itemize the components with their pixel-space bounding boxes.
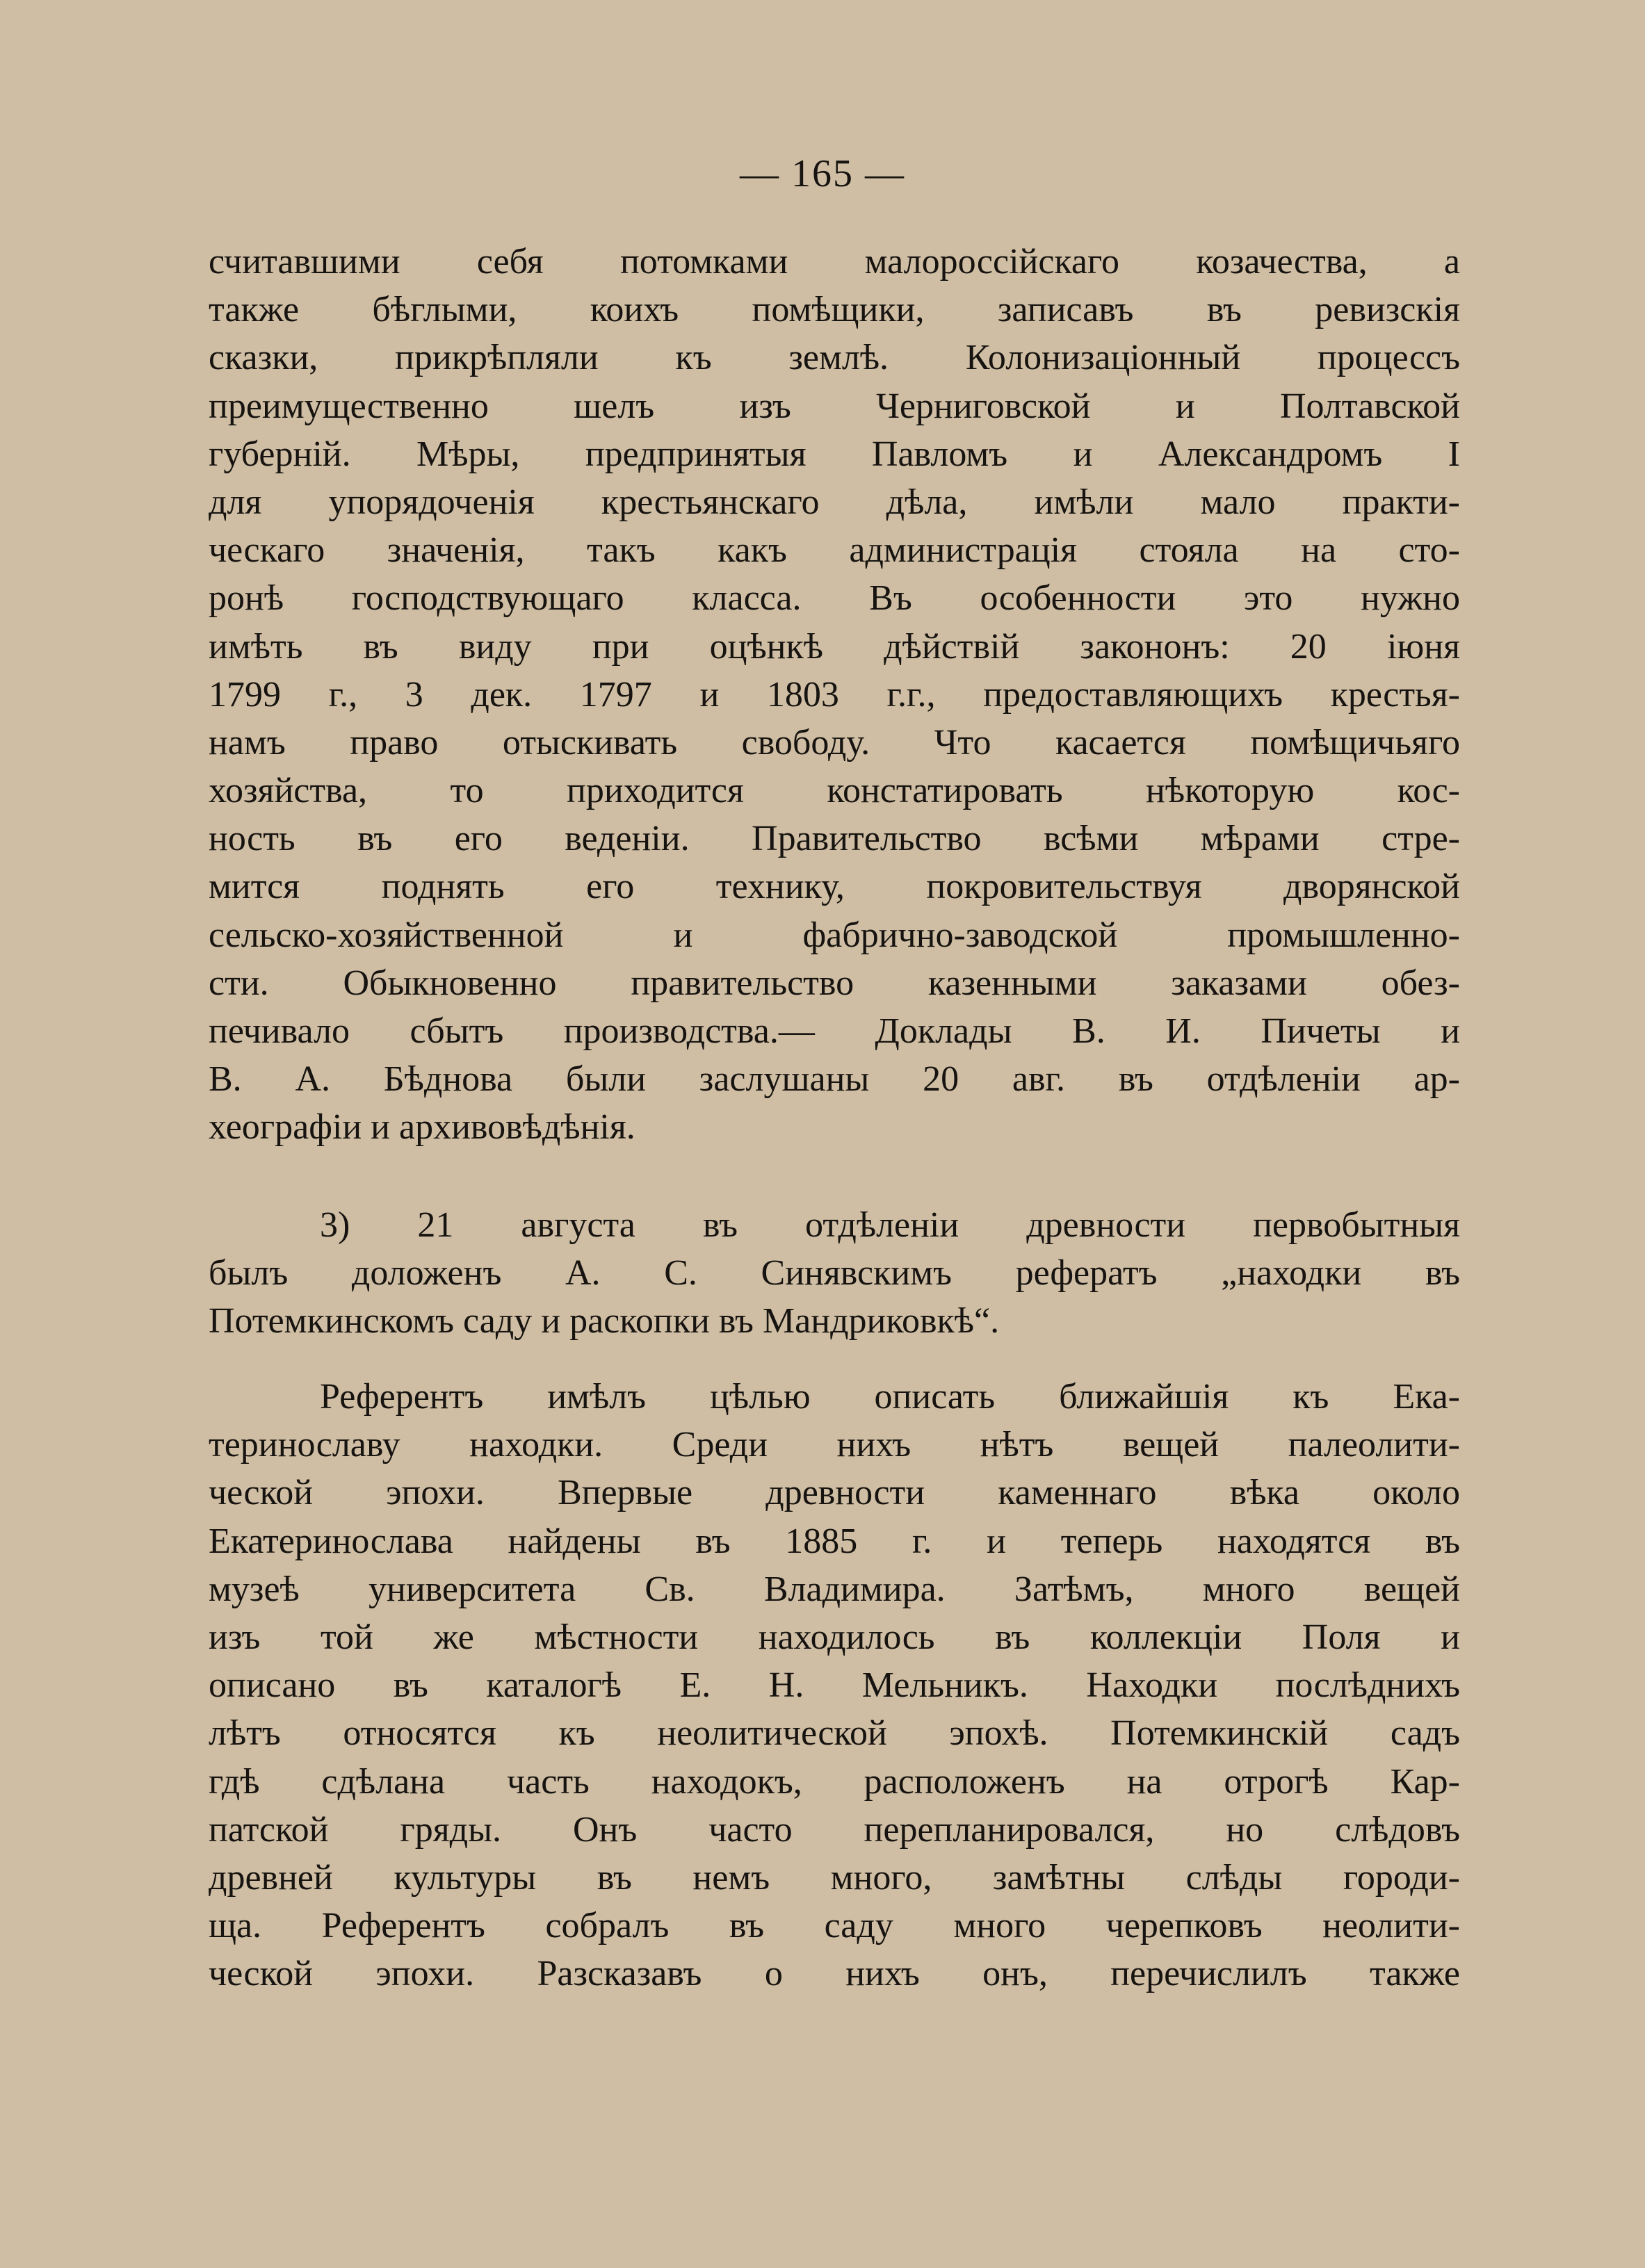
- page-number: — 165 —: [740, 152, 905, 195]
- text-line: сти. Обыкновенно правительство казенными заказами обез-: [209, 963, 1460, 1003]
- text-line: для упорядоченія крестьянскаго дѣла, имѣли мало практи-: [209, 482, 1460, 522]
- text-line: 3) 21 августа въ отдѣленіи древности первобытныя: [320, 1205, 1460, 1245]
- text-line: имѣть въ виду при оцѣнкѣ дѣйствій закононъ: 20 іюня: [209, 626, 1460, 667]
- text-line: описано въ каталогѣ Е. Н. Мельникъ. Находки послѣднихъ: [209, 1665, 1460, 1706]
- text-line: ность въ его веденіи. Правительство всѣми мѣрами стре-: [209, 819, 1460, 859]
- text-line: преимущественно шелъ изъ Черниговской и Полтавской: [209, 386, 1460, 426]
- text-line: древней культуры въ немъ много, замѣтны слѣды городи-: [209, 1857, 1460, 1898]
- text-line: хозяйства, то приходится констатировать нѣкоторую кос-: [209, 771, 1460, 811]
- text-line: Референтъ имѣлъ цѣлью описать ближайшія къ Ека-: [320, 1377, 1460, 1417]
- text-line: музеѣ университета Св. Владимира. Затѣмъ, много вещей: [209, 1569, 1460, 1609]
- text-line: ческой эпохи. Разсказавъ о нихъ онъ, перечислилъ также: [209, 1954, 1460, 1994]
- paragraph-2: [209, 1201, 1460, 1346]
- text-line: ронѣ господствующаго класса. Въ особенности это нужно: [209, 578, 1460, 619]
- text-line: лѣтъ относятся къ неолитической эпохѣ. Потемкинскій садъ: [209, 1713, 1460, 1754]
- text-line: сельско-хозяйственной и фабрично-заводской промышленно-: [209, 915, 1460, 955]
- text-line: ческой эпохи. Впервые древности каменнаго вѣка около: [209, 1473, 1460, 1513]
- text-line: 1799 г., 3 дек. 1797 и 1803 г.г., предоставляющихъ крестья-: [209, 674, 1460, 715]
- text-line: считавшими себя потомками малороссійскаго козачества, а: [209, 242, 1460, 282]
- text-line: мится поднять его технику, покровительствуя дворянской: [209, 867, 1460, 907]
- text-line: печивало сбытъ производства.— Доклады В. И. Пичеты и: [209, 1011, 1460, 1051]
- text-line: Екатеринослава найдены въ 1885 г. и теперь находятся въ: [209, 1521, 1460, 1561]
- text-line: сказки, прикрѣпляли къ землѣ. Колонизаціонный процессъ: [209, 338, 1460, 378]
- text-line: ческаго значенія, такъ какъ администрація стояла на сто-: [209, 530, 1460, 571]
- text-line: ща. Референтъ собралъ въ саду много черепковъ неолити-: [209, 1906, 1460, 1946]
- text-line: намъ право отыскивать свободу. Что касается помѣщичьяго: [209, 722, 1460, 762]
- text-line: изъ той же мѣстности находилось въ коллекціи Поля и: [209, 1617, 1460, 1657]
- paragraph-3: [209, 1373, 1460, 1998]
- text-line: былъ доложенъ А. С. Синявскимъ рефератъ „находки въ: [209, 1253, 1460, 1294]
- paragraph-1: [209, 238, 1460, 1152]
- text-line: гдѣ сдѣлана часть находокъ, расположенъ на отрогѣ Кар-: [209, 1761, 1460, 1802]
- text-line: теринославу находки. Среди нихъ нѣтъ вещей палеолити-: [209, 1425, 1460, 1465]
- text-line: В. А. Бѣднова были заслушаны 20 авг. въ отдѣленіи ар-: [209, 1059, 1460, 1100]
- text-line: Потемкинскомъ саду и раскопки въ Мандриковкѣ“.: [209, 1301, 1000, 1341]
- text-line: хеографіи и архивовѣдѣнія.: [209, 1107, 635, 1148]
- text-line: также бѣглыми, коихъ помѣщики, записавъ въ ревизскія: [209, 290, 1460, 330]
- text-line: губерній. Мѣры, предпринятыя Павломъ и Александромъ I: [209, 434, 1460, 474]
- text-line: патской гряды. Онъ часто перепланировался, но слѣдовъ: [209, 1809, 1460, 1850]
